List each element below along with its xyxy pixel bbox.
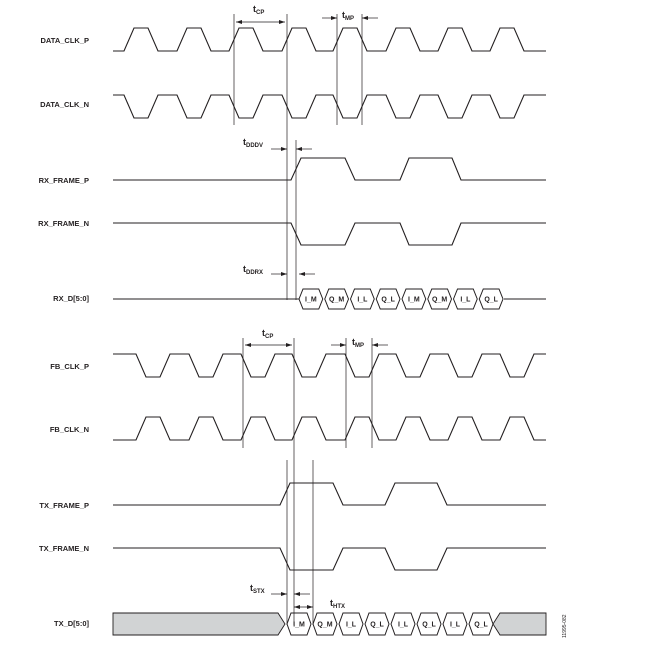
label-tx-d: TX_D[5:0] (53, 619, 89, 628)
label-tx-frame-n: TX_FRAME_N (38, 544, 89, 553)
label-tx-frame-p: TX_FRAME_P (39, 501, 89, 510)
arrowhead (296, 147, 302, 151)
tx-d-word: Q_M (317, 621, 333, 629)
rx-d-word: Q_M (432, 296, 448, 304)
arrowhead (294, 592, 300, 596)
label-rx-frame-n: RX_FRAME_N (38, 219, 89, 228)
label-fb-clk-p: FB_CLK_P (50, 362, 89, 371)
tx-d-word: Q_L (422, 621, 436, 629)
tx-d-undefined-left (113, 613, 285, 635)
thtx-label: $t_{HTX}$ (330, 598, 345, 610)
arrowhead (281, 147, 287, 151)
tx-d-bus (287, 613, 493, 635)
tx-d-word: I_L (345, 621, 357, 629)
label-rx-d: RX_D[5:0] (53, 294, 89, 303)
tddrx-label: $t_{DDRX}$ (243, 264, 264, 276)
wave-fb-clk-p (113, 354, 546, 377)
wave-tx-frame-n (113, 548, 546, 570)
rx-d-word: I_L (460, 296, 471, 304)
figure-id: 11995-082 (562, 614, 568, 638)
tcp-rx-label: $t_{CP}$ (253, 4, 265, 16)
tmp-tx-label: $t_{MP}$ (352, 337, 364, 349)
label-rx-frame-p: RX_FRAME_P (38, 176, 89, 185)
rx-d-word: Q_L (381, 296, 395, 304)
label-data-clk-n: DATA_CLK_N (40, 100, 89, 109)
arrowhead (281, 592, 287, 596)
arrowhead (340, 343, 346, 347)
rx-d-word: I_M (305, 296, 317, 304)
tdddv-label: $t_{DDDV}$ (243, 137, 264, 149)
tx-d-word: Q_L (474, 621, 488, 629)
wave-rx-frame-p (113, 158, 546, 180)
tx-d-word: I_M (293, 621, 305, 629)
rx-d-word: Q_L (484, 296, 498, 304)
tx-d-word: Q_L (370, 621, 384, 629)
arrowhead (372, 343, 378, 347)
arrowhead (331, 16, 337, 20)
wave-fb-clk-n (113, 417, 546, 440)
wave-data-clk-p (113, 28, 546, 51)
arrowhead (362, 16, 368, 20)
arrowhead (294, 605, 300, 609)
rx-d-bus (299, 289, 503, 309)
rx-d-word: I_M (408, 296, 420, 304)
label-data-clk-p: DATA_CLK_P (40, 36, 89, 45)
wave-tx-frame-p (113, 483, 546, 505)
tx-d-undefined-right (493, 613, 546, 635)
tcp-tx-label: $t_{CP}$ (262, 328, 274, 340)
arrowhead (245, 343, 251, 347)
tx-d-word: I_L (449, 621, 461, 629)
arrowhead (299, 272, 305, 276)
rx-d-word: Q_M (329, 296, 345, 304)
arrowhead (307, 605, 313, 609)
arrowhead (286, 343, 292, 347)
tx-d-word: I_L (397, 621, 409, 629)
tmp-rx-label: $t_{MP}$ (342, 10, 354, 22)
arrowhead (279, 20, 285, 24)
wave-data-clk-n (113, 95, 546, 118)
label-fb-clk-n: FB_CLK_N (49, 425, 89, 434)
wave-rx-frame-n (113, 223, 546, 245)
tstx-label: $t_{STX}$ (250, 583, 265, 595)
rx-d-word: I_L (357, 296, 368, 304)
arrowhead (236, 20, 242, 24)
arrowhead (281, 272, 287, 276)
